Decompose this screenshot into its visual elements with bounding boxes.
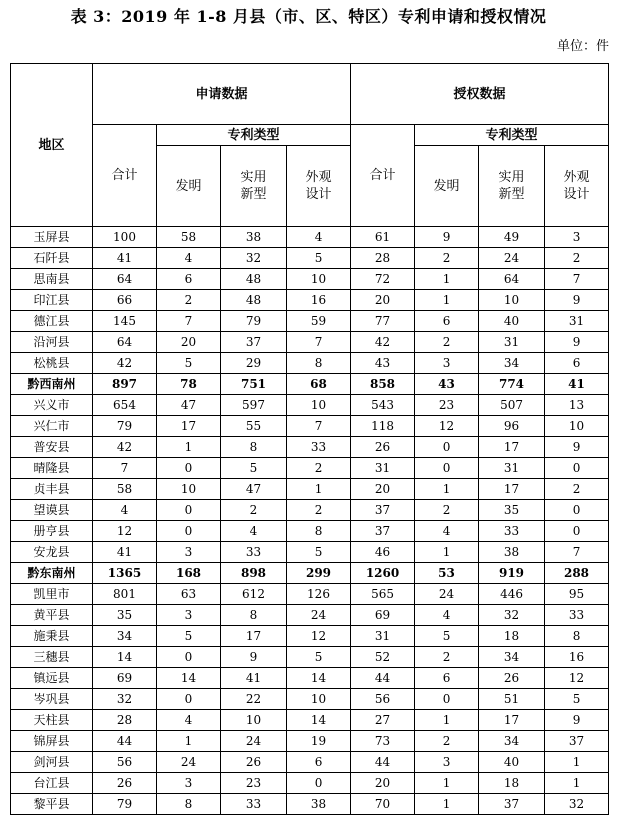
value-cell: 69 [351,605,415,626]
value-cell: 68 [287,374,351,395]
header-grant-invention: 发明 [415,146,479,227]
value-cell: 8 [545,626,609,647]
value-cell: 0 [545,458,609,479]
table-row [11,248,609,269]
table-row [11,269,609,290]
table-row [11,626,609,647]
value-cell: 44 [93,731,157,752]
value-cell: 597 [221,395,287,416]
value-cell: 10 [287,269,351,290]
value-cell: 72 [351,269,415,290]
value-cell: 0 [157,500,221,521]
value-cell: 24 [221,731,287,752]
value-cell: 5 [287,647,351,668]
region-name-cell: 镇远县 [11,668,93,689]
table-row [11,731,609,752]
value-cell: 26 [351,437,415,458]
value-cell: 48 [221,269,287,290]
value-cell: 801 [93,584,157,605]
value-cell: 9 [545,710,609,731]
header-apply-invention: 发明 [157,146,221,227]
value-cell: 17 [479,479,545,500]
value-cell: 168 [157,563,221,584]
value-cell: 7 [545,542,609,563]
region-name-cell: 台江县 [11,773,93,794]
value-cell: 8 [287,353,351,374]
header-apply-patent-type: 专利类型 [157,125,351,146]
value-cell: 9 [545,332,609,353]
table-row [11,290,609,311]
value-cell: 64 [479,269,545,290]
value-cell: 12 [287,626,351,647]
header-grant-utility: 实用新型 [479,146,545,227]
value-cell: 26 [479,668,545,689]
value-cell: 69 [93,668,157,689]
region-name-cell: 黎平县 [11,794,93,815]
value-cell: 6 [415,311,479,332]
value-cell: 16 [287,290,351,311]
value-cell: 40 [479,311,545,332]
value-cell: 0 [157,689,221,710]
value-cell: 4 [157,248,221,269]
region-name-cell: 兴义市 [11,395,93,416]
value-cell: 4 [93,500,157,521]
value-cell: 6 [415,668,479,689]
value-cell: 56 [93,752,157,773]
value-cell: 8 [221,437,287,458]
region-name-cell: 册亨县 [11,521,93,542]
value-cell: 34 [93,626,157,647]
value-cell: 9 [415,227,479,248]
region-name-cell: 黔东南州 [11,563,93,584]
region-name-cell: 安龙县 [11,542,93,563]
region-name-cell: 岑巩县 [11,689,93,710]
value-cell: 58 [93,479,157,500]
value-cell: 34 [479,353,545,374]
value-cell: 17 [221,626,287,647]
value-cell: 7 [93,458,157,479]
value-cell: 24 [157,752,221,773]
header-grant: 授权数据 [351,64,609,125]
region-name-cell: 石阡县 [11,248,93,269]
value-cell: 507 [479,395,545,416]
table-row [11,605,609,626]
value-cell: 5 [287,542,351,563]
value-cell: 4 [415,605,479,626]
value-cell: 17 [479,710,545,731]
region-name-cell: 德江县 [11,311,93,332]
value-cell: 95 [545,584,609,605]
table-row [11,563,609,584]
region-name-cell: 晴隆县 [11,458,93,479]
value-cell: 28 [93,710,157,731]
patent-table [10,63,609,815]
value-cell: 38 [479,542,545,563]
value-cell: 1 [545,773,609,794]
value-cell: 6 [287,752,351,773]
value-cell: 41 [93,542,157,563]
value-cell: 10 [479,290,545,311]
value-cell: 3 [157,605,221,626]
value-cell: 1 [287,479,351,500]
value-cell: 2 [415,248,479,269]
region-name-cell: 兴仁市 [11,416,93,437]
table-row [11,458,609,479]
value-cell: 5 [287,248,351,269]
value-cell: 543 [351,395,415,416]
value-cell: 5 [545,689,609,710]
value-cell: 78 [157,374,221,395]
value-cell: 26 [93,773,157,794]
value-cell: 24 [415,584,479,605]
value-cell: 17 [157,416,221,437]
value-cell: 2 [287,458,351,479]
region-name-cell: 印江县 [11,290,93,311]
value-cell: 35 [479,500,545,521]
value-cell: 20 [351,290,415,311]
value-cell: 8 [157,794,221,815]
value-cell: 2 [415,500,479,521]
value-cell: 37 [351,521,415,542]
table-row [11,668,609,689]
value-cell: 5 [415,626,479,647]
value-cell: 4 [287,227,351,248]
value-cell: 2 [545,248,609,269]
value-cell: 9 [545,290,609,311]
table-title: 表 3：2019 年 1-8 月县（市、区、特区）专利申请和授权情况 [70,7,547,26]
value-cell: 0 [157,521,221,542]
value-cell: 31 [479,458,545,479]
value-cell: 7 [287,332,351,353]
value-cell: 20 [351,479,415,500]
value-cell: 774 [479,374,545,395]
value-cell: 18 [479,626,545,647]
value-cell: 37 [351,500,415,521]
value-cell: 2 [415,647,479,668]
value-cell: 64 [93,332,157,353]
value-cell: 37 [479,794,545,815]
value-cell: 0 [415,437,479,458]
value-cell: 79 [221,311,287,332]
value-cell: 12 [93,521,157,542]
value-cell: 24 [479,248,545,269]
value-cell: 1 [157,731,221,752]
value-cell: 32 [545,794,609,815]
value-cell: 0 [545,521,609,542]
value-cell: 145 [93,311,157,332]
value-cell: 446 [479,584,545,605]
value-cell: 96 [479,416,545,437]
header-apply-utility: 实用新型 [221,146,287,227]
value-cell: 919 [479,563,545,584]
value-cell: 2 [287,500,351,521]
value-cell: 1 [415,794,479,815]
value-cell: 14 [157,668,221,689]
value-cell: 20 [351,773,415,794]
value-cell: 3 [157,773,221,794]
region-name-cell: 贞丰县 [11,479,93,500]
value-cell: 19 [287,731,351,752]
table-row [11,584,609,605]
value-cell: 51 [479,689,545,710]
value-cell: 5 [157,626,221,647]
value-cell: 43 [415,374,479,395]
region-name-cell: 施秉县 [11,626,93,647]
value-cell: 4 [157,710,221,731]
value-cell: 64 [93,269,157,290]
table-row [11,794,609,815]
value-cell: 33 [287,437,351,458]
value-cell: 17 [479,437,545,458]
table-row [11,479,609,500]
value-cell: 7 [287,416,351,437]
value-cell: 10 [545,416,609,437]
value-cell: 79 [93,794,157,815]
table-row [11,395,609,416]
value-cell: 47 [221,479,287,500]
value-cell: 58 [157,227,221,248]
table-row [11,437,609,458]
value-cell: 3 [157,542,221,563]
value-cell: 3 [415,353,479,374]
value-cell: 34 [479,647,545,668]
region-name-cell: 剑河县 [11,752,93,773]
value-cell: 10 [287,395,351,416]
value-cell: 4 [415,521,479,542]
value-cell: 6 [157,269,221,290]
value-cell: 9 [545,437,609,458]
region-name-cell: 普安县 [11,437,93,458]
value-cell: 1 [415,542,479,563]
value-cell: 3 [545,227,609,248]
value-cell: 897 [93,374,157,395]
value-cell: 1 [415,710,479,731]
header-grant-total: 合计 [351,125,415,227]
table-body [11,227,609,815]
value-cell: 2 [545,479,609,500]
value-cell: 118 [351,416,415,437]
value-cell: 48 [221,290,287,311]
value-cell: 42 [351,332,415,353]
value-cell: 7 [545,269,609,290]
value-cell: 47 [157,395,221,416]
value-cell: 63 [157,584,221,605]
header-grant-patent-type: 专利类型 [415,125,609,146]
value-cell: 14 [93,647,157,668]
value-cell: 5 [157,353,221,374]
value-cell: 32 [93,689,157,710]
value-cell: 1 [415,269,479,290]
value-cell: 56 [351,689,415,710]
value-cell: 14 [287,710,351,731]
value-cell: 55 [221,416,287,437]
value-cell: 42 [93,437,157,458]
value-cell: 31 [351,458,415,479]
value-cell: 20 [157,332,221,353]
value-cell: 299 [287,563,351,584]
value-cell: 52 [351,647,415,668]
value-cell: 6 [545,353,609,374]
value-cell: 10 [157,479,221,500]
value-cell: 38 [287,794,351,815]
table-row [11,647,609,668]
table-row [11,752,609,773]
value-cell: 1 [415,773,479,794]
value-cell: 1 [415,479,479,500]
value-cell: 26 [221,752,287,773]
value-cell: 8 [287,521,351,542]
value-cell: 24 [287,605,351,626]
value-cell: 43 [351,353,415,374]
value-cell: 27 [351,710,415,731]
value-cell: 0 [545,500,609,521]
value-cell: 61 [351,227,415,248]
value-cell: 40 [479,752,545,773]
table-row [11,773,609,794]
value-cell: 0 [287,773,351,794]
value-cell: 37 [221,332,287,353]
region-name-cell: 三穗县 [11,647,93,668]
value-cell: 565 [351,584,415,605]
value-cell: 2 [415,731,479,752]
header-apply-design: 外观设计 [287,146,351,227]
value-cell: 70 [351,794,415,815]
value-cell: 5 [221,458,287,479]
value-cell: 0 [157,458,221,479]
value-cell: 33 [479,521,545,542]
header-region: 地区 [11,64,93,227]
table-row [11,416,609,437]
table-row [11,227,609,248]
value-cell: 42 [93,353,157,374]
value-cell: 288 [545,563,609,584]
value-cell: 16 [545,647,609,668]
value-cell: 0 [415,689,479,710]
table-row [11,374,609,395]
value-cell: 898 [221,563,287,584]
region-name-cell: 黄平县 [11,605,93,626]
value-cell: 49 [479,227,545,248]
value-cell: 3 [415,752,479,773]
value-cell: 66 [93,290,157,311]
region-name-cell: 松桃县 [11,353,93,374]
value-cell: 10 [287,689,351,710]
value-cell: 29 [221,353,287,374]
unit-label: 单位：件 [556,39,609,54]
value-cell: 13 [545,395,609,416]
value-cell: 9 [221,647,287,668]
value-cell: 10 [221,710,287,731]
value-cell: 33 [545,605,609,626]
value-cell: 100 [93,227,157,248]
region-name-cell: 天柱县 [11,710,93,731]
value-cell: 612 [221,584,287,605]
value-cell: 41 [93,248,157,269]
value-cell: 14 [287,668,351,689]
value-cell: 33 [221,794,287,815]
header-grant-design: 外观设计 [545,146,609,227]
value-cell: 1 [415,290,479,311]
value-cell: 1 [545,752,609,773]
value-cell: 2 [221,500,287,521]
value-cell: 35 [93,605,157,626]
value-cell: 73 [351,731,415,752]
value-cell: 37 [545,731,609,752]
value-cell: 0 [157,647,221,668]
table-row [11,353,609,374]
value-cell: 77 [351,311,415,332]
value-cell: 2 [157,290,221,311]
value-cell: 4 [221,521,287,542]
table-row [11,689,609,710]
value-cell: 41 [221,668,287,689]
region-name-cell: 凯里市 [11,584,93,605]
value-cell: 32 [479,605,545,626]
value-cell: 33 [221,542,287,563]
value-cell: 53 [415,563,479,584]
region-name-cell: 望谟县 [11,500,93,521]
header-apply-total: 合计 [93,125,157,227]
value-cell: 41 [545,374,609,395]
value-cell: 12 [545,668,609,689]
table-row [11,500,609,521]
value-cell: 1 [157,437,221,458]
value-cell: 22 [221,689,287,710]
region-name-cell: 玉屏县 [11,227,93,248]
value-cell: 858 [351,374,415,395]
value-cell: 32 [221,248,287,269]
value-cell: 34 [479,731,545,752]
value-cell: 31 [351,626,415,647]
region-name-cell: 沿河县 [11,332,93,353]
table-row [11,521,609,542]
region-name-cell: 思南县 [11,269,93,290]
region-name-cell: 黔西南州 [11,374,93,395]
value-cell: 1365 [93,563,157,584]
value-cell: 31 [545,311,609,332]
value-cell: 79 [93,416,157,437]
value-cell: 46 [351,542,415,563]
value-cell: 0 [415,458,479,479]
region-name-cell: 锦屏县 [11,731,93,752]
table-row [11,332,609,353]
value-cell: 44 [351,668,415,689]
value-cell: 2 [415,332,479,353]
value-cell: 31 [479,332,545,353]
value-cell: 28 [351,248,415,269]
header-apply: 申请数据 [93,64,351,125]
value-cell: 8 [221,605,287,626]
table-row [11,542,609,563]
value-cell: 23 [221,773,287,794]
value-cell: 126 [287,584,351,605]
value-cell: 1260 [351,563,415,584]
value-cell: 18 [479,773,545,794]
value-cell: 44 [351,752,415,773]
value-cell: 654 [93,395,157,416]
table-row [11,710,609,731]
value-cell: 59 [287,311,351,332]
value-cell: 23 [415,395,479,416]
value-cell: 38 [221,227,287,248]
table-row [11,311,609,332]
value-cell: 12 [415,416,479,437]
value-cell: 7 [157,311,221,332]
value-cell: 751 [221,374,287,395]
